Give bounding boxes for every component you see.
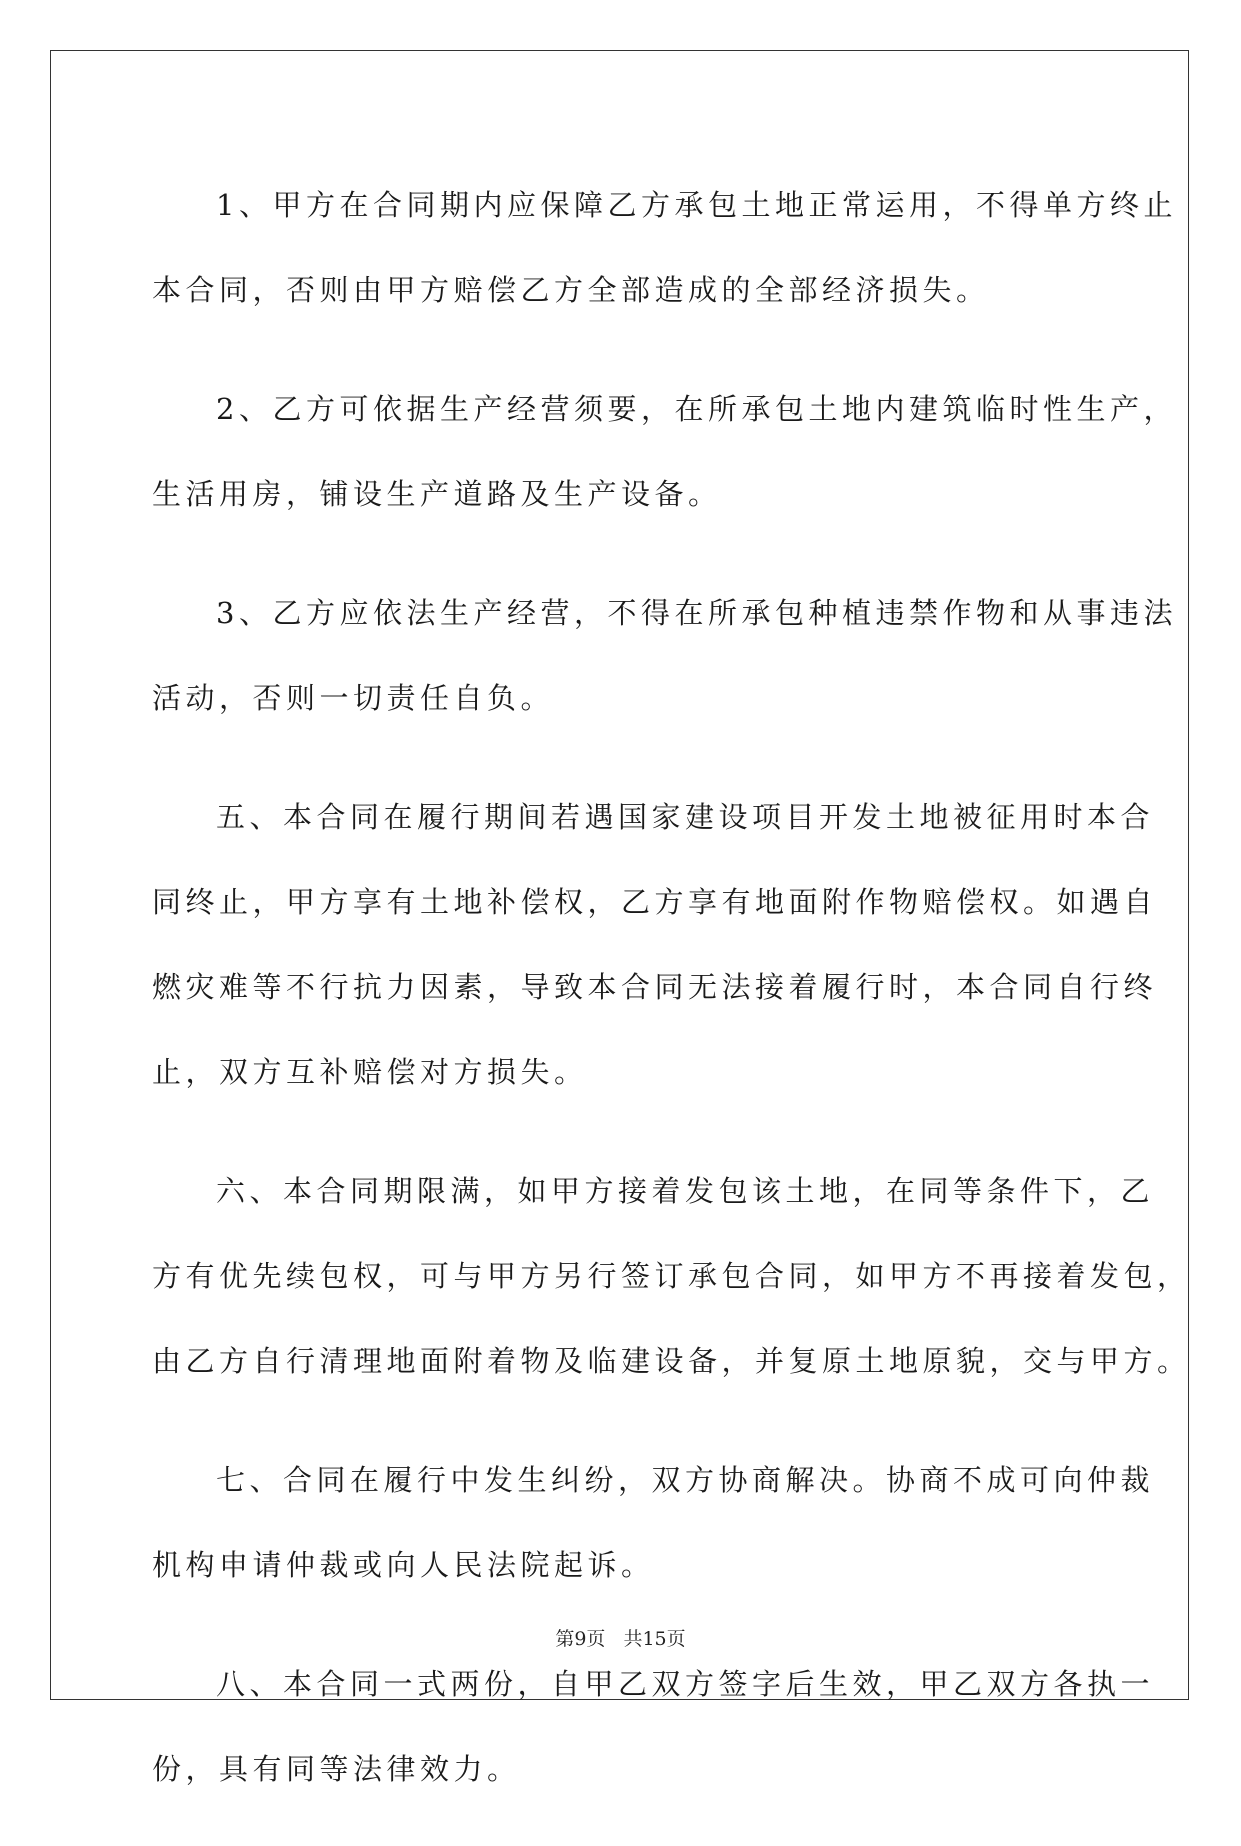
section-five: [152, 775, 1158, 1115]
text-line: 本合同，否则由甲方赔偿乙方全部造成的全部经济损失。: [152, 273, 990, 307]
text-line: 五、本合同在履行期间若遇国家建设项目开发土地被征用时本合: [216, 800, 1155, 834]
section-eight: [152, 1642, 1155, 1812]
text-line: 方有优先续包权，可与甲方另行签订承包合同，如甲方不再接着发包，: [152, 1259, 1191, 1293]
text-line: 由乙方自行清理地面附着物及临建设备，并复原土地原貌，交与甲方。: [152, 1344, 1191, 1378]
text-line: 燃灾难等不行抗力因素，导致本合同无法接着履行时，本合同自行终: [152, 970, 1158, 1004]
page-footer: [0, 1624, 1241, 1651]
clause-1: [152, 163, 1177, 333]
text-line: 1、甲方在合同期内应保障乙方承包土地正常运用，不得单方终止: [216, 188, 1177, 222]
text-line: 八、本合同一式两份，自甲乙双方签字后生效，甲乙双方各执一: [216, 1667, 1155, 1701]
clause-2: [152, 367, 1177, 537]
text-line: 同终止，甲方享有土地补偿权，乙方享有地面附作物赔偿权。如遇自: [152, 885, 1158, 919]
text-line: 份，具有同等法律效力。: [152, 1752, 521, 1786]
clause-3: [152, 571, 1177, 741]
section-seven: [152, 1438, 1155, 1608]
text-line: 止，双方互补赔偿对方损失。: [152, 1055, 588, 1089]
document-body: [152, 163, 1191, 1846]
text-line: 3、乙方应依法生产经营，不得在所承包种植违禁作物和从事违法: [216, 596, 1177, 630]
total-page-count: 共15页: [623, 1628, 686, 1650]
text-line: 2、乙方可依据生产经营须要，在所承包土地内建筑临时性生产，: [216, 392, 1177, 426]
current-page-number: 第9页: [555, 1628, 606, 1650]
text-line: 生活用房，铺设生产道路及生产设备。: [152, 477, 722, 511]
text-line: 六、本合同期限满，如甲方接着发包该土地，在同等条件下，乙: [216, 1174, 1155, 1208]
text-line: 活动，否则一切责任自负。: [152, 681, 555, 715]
section-six: [152, 1149, 1191, 1404]
text-line: 机构申请仲裁或向人民法院起诉。: [152, 1548, 655, 1582]
text-line: 七、合同在履行中发生纠纷，双方协商解决。协商不成可向仲裁: [216, 1463, 1155, 1497]
